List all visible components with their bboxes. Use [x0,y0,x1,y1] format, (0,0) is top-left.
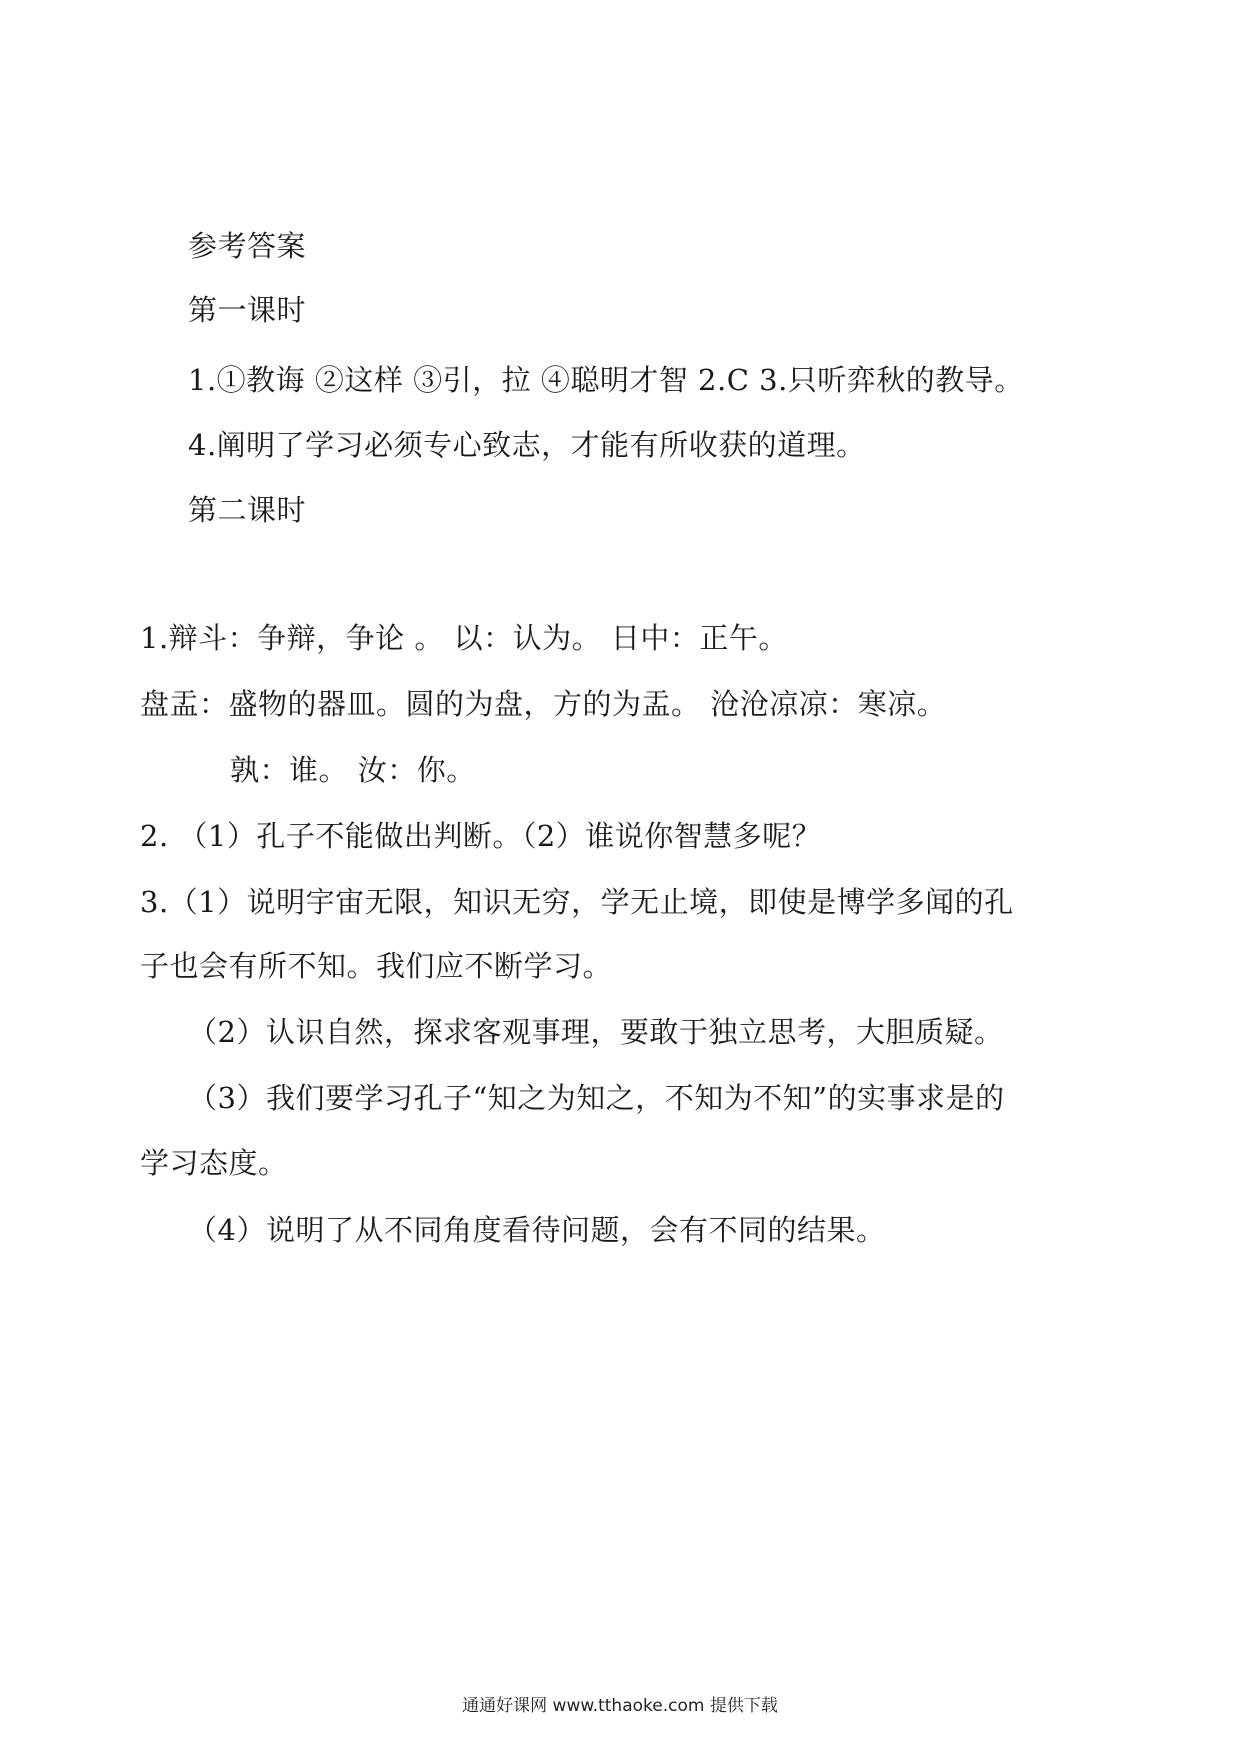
lesson1-answer-line-2: 4.阐明了学习必须专心致志，才能有所收获的道理。 [188,428,866,462]
lesson2-q3-2: （2）认识自然，探求客观事理，要敢于独立思考，大胆质疑。 [188,1015,1004,1049]
lesson2-q3-1-line-1: 3.（1）说明宇宙无限，知识无穷，学无止境，即使是博学多闻的孔 [140,885,1014,919]
lesson1-answer-line-1: 1.①教诲 ②这样 ③引，拉 ④聪明才智 2.C 3.只听弈秋的教导。 [188,363,1024,397]
lesson2-q2: 2. （1）孔子不能做出判断。（2）谁说你智慧多呢？ [140,819,822,853]
section-heading-lesson-2: 第二课时 [188,493,307,527]
lesson2-q3-3-line-2: 学习态度。 [140,1146,288,1180]
lesson2-q3-1-line-2: 子也会有所不知。我们应不断学习。 [140,949,613,983]
lesson2-q1-line-3: 孰：谁。 汝：你。 [230,753,476,787]
lesson2-q3-4: （4）说明了从不同角度看待问题，会有不同的结果。 [188,1213,886,1247]
lesson2-q1-line-2: 盘盂：盛物的器皿。圆的为盘，方的为盂。 沧沧凉凉：寒凉。 [140,687,947,721]
lesson2-q1-line-1: 1.辩斗：争辩，争论 。 以：认为。 日中：正午。 [140,621,788,655]
lesson2-q3-3-line-1: （3）我们要学习孔子“知之为知之，不知为不知”的实事求是的 [188,1081,1005,1115]
section-heading-lesson-1: 第一课时 [188,293,307,327]
footer-download-notice: 通通好课网 www.tthaoke.com 提供下载 [462,1696,778,1716]
page-title: 参考答案 [188,229,307,263]
